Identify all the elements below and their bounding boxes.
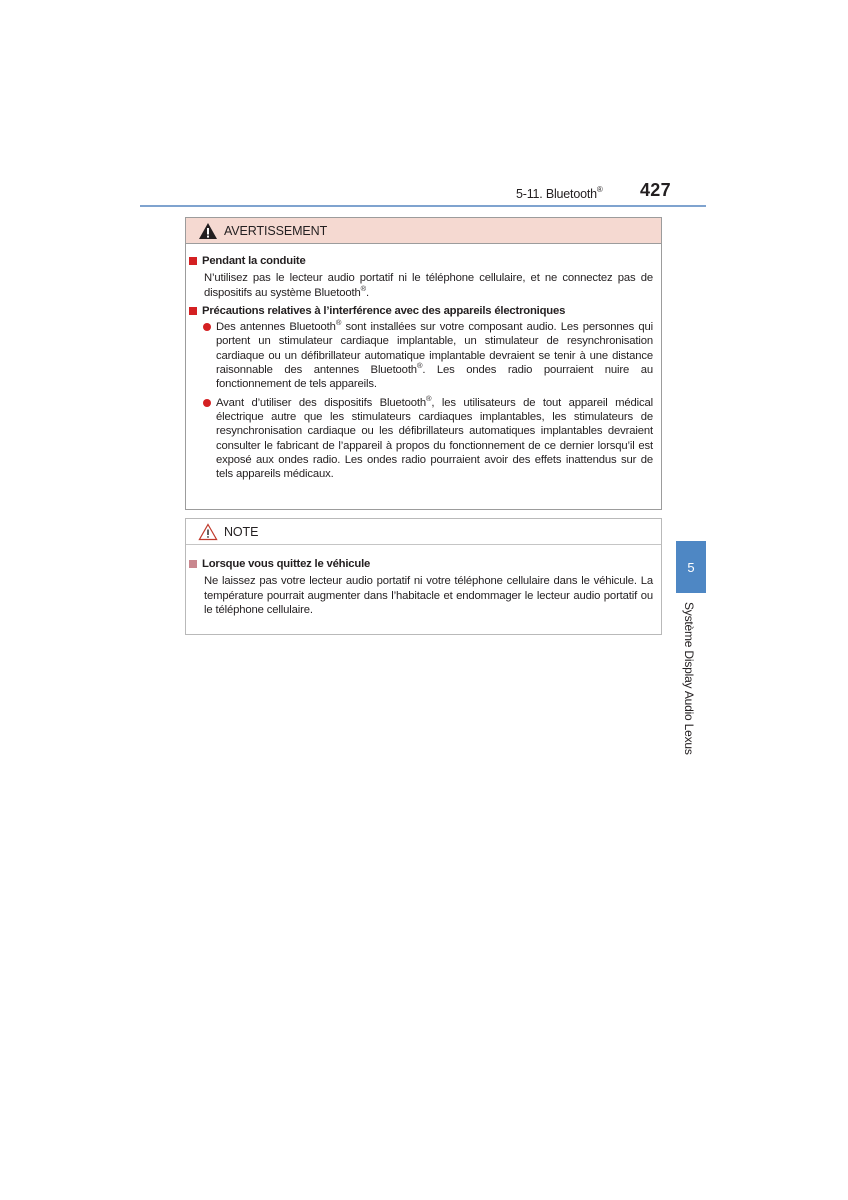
registered-mark: ® bbox=[426, 393, 432, 403]
registered-mark: ® bbox=[360, 283, 366, 293]
bullet-text bbox=[216, 393, 653, 482]
heading-text: Précautions relatives à l’interférence avec des appareils électroniques bbox=[202, 304, 566, 317]
header-rule bbox=[140, 205, 706, 207]
text-span: sont installées sur votre composant audio. Les personnes qui portent un stimulateur cardiaque implantable, un stimulateur de resynchronisation cardiaque ou un défibrillateur automatique implantable devraient se tenir à une distance raisonnable des antennes Bluetooth bbox=[216, 321, 653, 377]
text-span: , les utilisateurs de tout appareil médical électrique autre que les stimulateurs cardiaques implantables, les stimulateurs de resynchronisation cardiaque ou les défibrillateurs automatiques implantables devraient consulter le fabricant de l’appareil à propos du fonctionnement de ce dernier lorsqu’il est exposé aux ondes radio. Les ondes radio pourraient avoir des effets inattendus sur de tels appareils médicaux. bbox=[216, 396, 653, 481]
page-number: 427 bbox=[640, 180, 671, 200]
note-box-header bbox=[186, 519, 661, 545]
text-span: . bbox=[365, 286, 369, 299]
chapter-tab: 5 bbox=[676, 541, 706, 593]
note-heading bbox=[189, 557, 653, 571]
round-bullet-icon bbox=[203, 399, 211, 407]
note-icon bbox=[198, 523, 218, 541]
chapter-label: Système Display Audio Lexus bbox=[682, 602, 696, 755]
registered-mark: ® bbox=[596, 185, 603, 194]
note-body bbox=[186, 545, 661, 617]
round-bullet-icon bbox=[203, 323, 211, 331]
running-header-section bbox=[516, 186, 603, 201]
warning-icon bbox=[198, 222, 218, 240]
warning-bullet-medical bbox=[203, 393, 653, 482]
warning-bullet-antennas bbox=[203, 320, 653, 391]
square-bullet-icon bbox=[189, 560, 197, 568]
heading-text: Pendant la conduite bbox=[202, 255, 306, 267]
note-paragraph: Ne laissez pas votre lecteur audio portatif ni votre téléphone cellulaire dans le véhicule. La température pourrait augmenter dans l’habitacle et endommager le lecteur audio portatif ou le téléphone cellulaire. bbox=[204, 575, 653, 616]
warning-paragraph-driving bbox=[204, 271, 653, 300]
warning-body bbox=[186, 244, 661, 481]
square-bullet-icon bbox=[189, 257, 197, 265]
text-span: Avant d’utiliser des dispositifs Bluetooth bbox=[216, 396, 426, 409]
bullet-text bbox=[216, 320, 653, 391]
warning-title: AVERTISSEMENT bbox=[224, 223, 328, 238]
heading-text: Lorsque vous quittez le véhicule bbox=[202, 558, 371, 570]
text-span: . Les ondes radio pourraient nuire au fonctionnement de tels appareils. bbox=[216, 364, 653, 391]
note-title: NOTE bbox=[224, 524, 259, 539]
text-span: Des antennes Bluetooth bbox=[216, 321, 336, 334]
warning-box bbox=[185, 217, 662, 510]
registered-mark: ® bbox=[416, 361, 423, 371]
text-span: N’utilisez pas le lecteur audio portatif ni le téléphone cellulaire, et ne connectez pas de dispositifs au système Bluetooth bbox=[204, 272, 653, 299]
warning-box-header bbox=[186, 218, 661, 244]
registered-mark: ® bbox=[335, 318, 342, 328]
square-bullet-icon bbox=[189, 307, 197, 315]
note-box bbox=[185, 518, 662, 635]
warning-heading-interference bbox=[189, 304, 653, 318]
warning-heading-driving bbox=[189, 254, 653, 268]
section-title: 5-11. Bluetooth bbox=[516, 187, 597, 202]
